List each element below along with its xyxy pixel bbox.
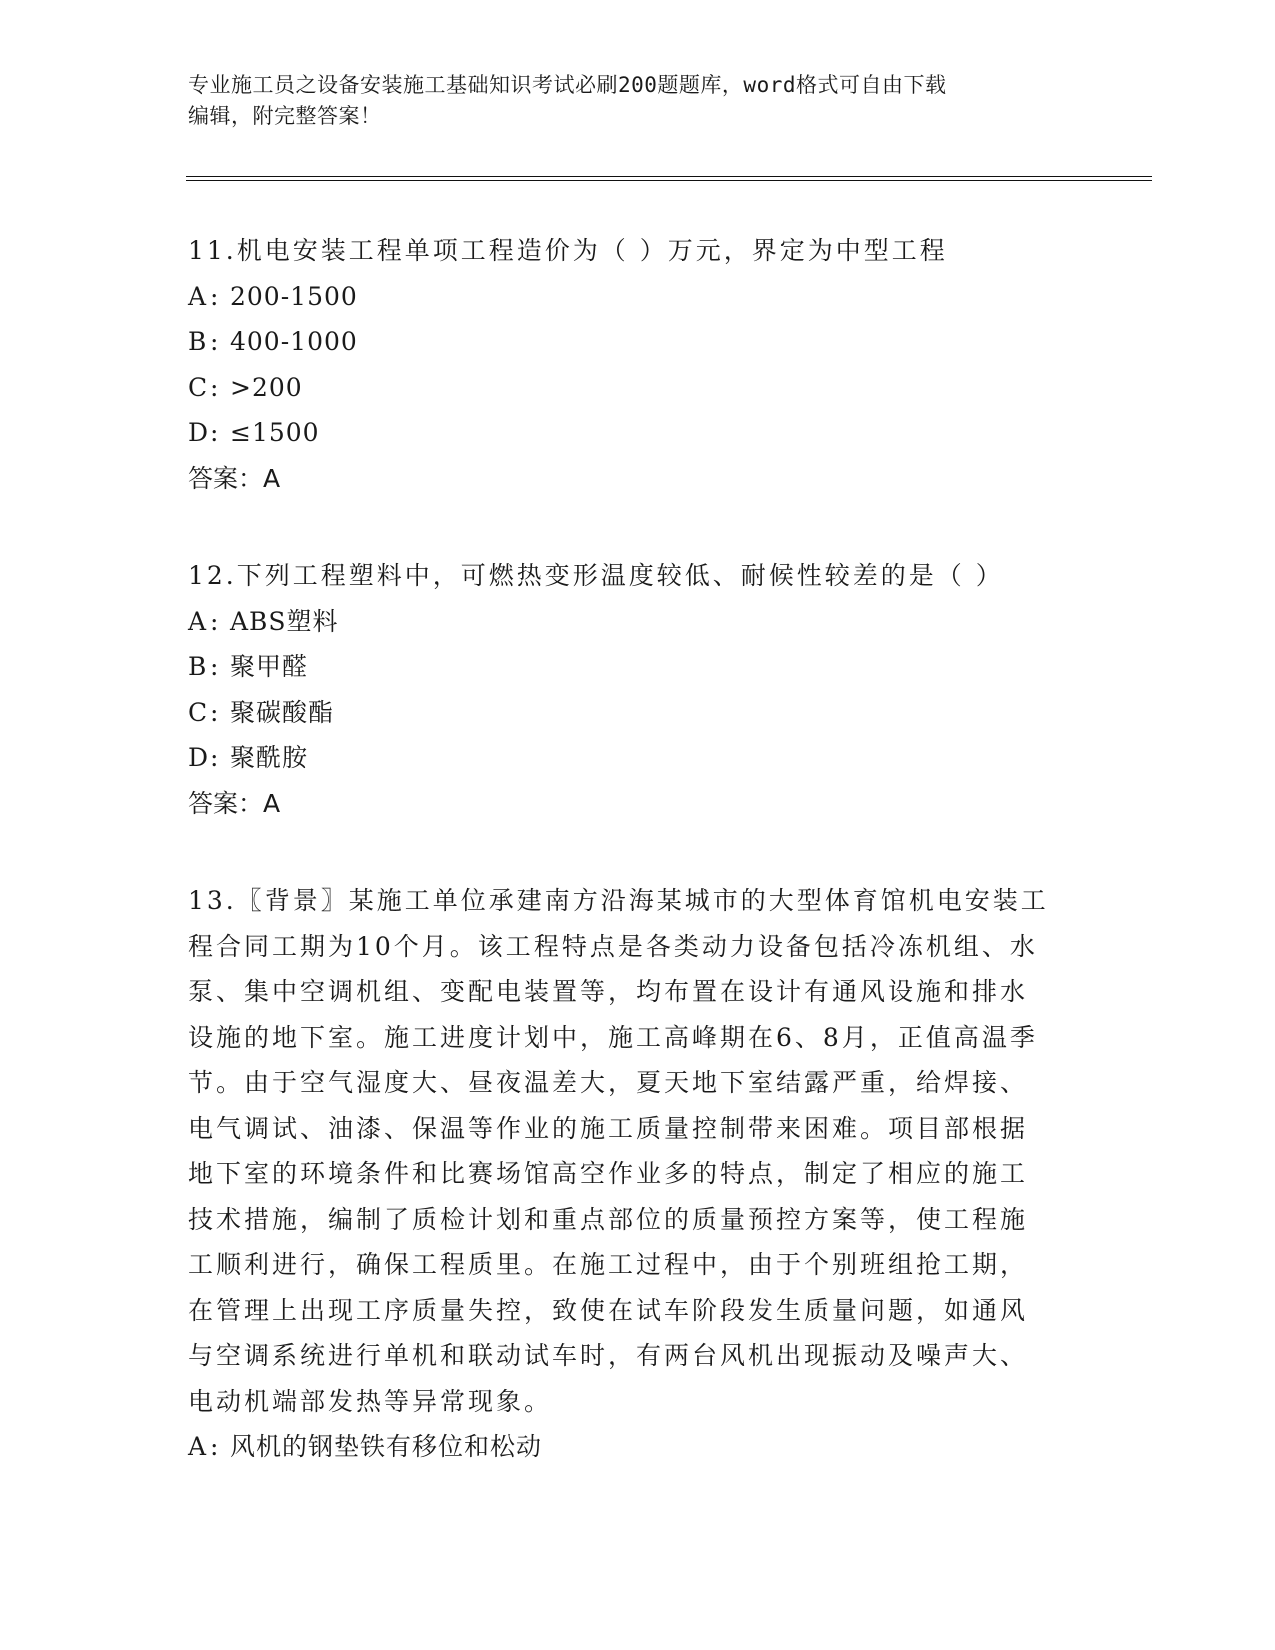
option-separator: : <box>210 281 220 311</box>
option-separator: : <box>210 327 220 356</box>
option-separator: : <box>210 743 220 772</box>
option-text: ABS塑料 <box>230 606 339 636</box>
header-title-line-2: 编辑，附完整答案！ <box>188 104 382 128</box>
option-letter: D <box>188 418 210 447</box>
option-letter: D <box>188 743 210 772</box>
option-separator: : <box>210 606 220 636</box>
option-d <box>188 410 1088 456</box>
question-stem-line: 在管理上出现工序质量失控，致使在试车阶段发生质量问题，如通风 <box>188 1295 1029 1325</box>
option-text: 风机的钢垫铁有移位和松动 <box>230 1432 543 1461</box>
header-title-line-1: 专业施工员之设备安装施工基础知识考试必刷200题题库，word格式可自由下载 <box>188 73 947 97</box>
question-13 <box>188 878 1088 1470</box>
question-stem-line: 电气调试、油漆、保温等作业的施工质量控制带来困难。项目部根据 <box>188 1113 1029 1143</box>
answer-line <box>188 456 1088 502</box>
option-a <box>188 599 1088 645</box>
option-text: 400-1000 <box>230 327 358 356</box>
option-text: ≤1500 <box>230 418 320 447</box>
option-text: 聚酰胺 <box>230 743 309 772</box>
option-text: 聚碳酸酯 <box>230 697 335 727</box>
option-separator: : <box>210 418 220 447</box>
question-12 <box>188 553 1088 826</box>
question-stem-line: 地下室的环境条件和比赛场馆高空作业多的特点，制定了相应的施工 <box>188 1159 1029 1188</box>
question-stem-line: 节。由于空气湿度大、昼夜温差大，夏天地下室结露严重，给焊接、 <box>188 1068 1029 1097</box>
option-separator: : <box>210 652 220 681</box>
question-11 <box>188 228 1088 501</box>
answer-value: A <box>263 788 281 818</box>
option-b <box>188 319 1088 365</box>
option-letter: A <box>188 281 208 311</box>
option-text: >200 <box>230 372 303 402</box>
option-letter: A <box>188 606 208 636</box>
option-text: 聚甲醛 <box>230 652 309 681</box>
document-header <box>188 70 1088 132</box>
question-stem-line: 工顺利进行，确保工程质里。在施工过程中，由于个别班组抢工期， <box>188 1250 1029 1279</box>
question-list <box>188 228 1088 1522</box>
option-d <box>188 735 1088 781</box>
option-separator: : <box>210 697 220 727</box>
question-stem-line: 泵、集中空调机组、变配电装置等，均布置在设计有通风设施和排水 <box>188 977 1029 1006</box>
option-letter: B <box>188 652 208 681</box>
option-b <box>188 644 1088 690</box>
option-c <box>188 365 1088 411</box>
option-letter: B <box>188 327 208 356</box>
question-stem: 12.下列工程塑料中，可燃热变形温度较低、耐候性较差的是（ ） <box>188 561 1004 590</box>
option-c <box>188 690 1088 736</box>
header-divider <box>186 176 1152 181</box>
option-separator: : <box>210 1432 220 1461</box>
option-letter: C <box>188 372 209 402</box>
question-stem-line: 设施的地下室。施工进度计划中，施工高峰期在6、8月，正值高温季 <box>188 1022 1038 1052</box>
answer-label: 答案： <box>188 463 264 493</box>
option-letter: C <box>188 697 209 727</box>
question-stem-line: 程合同工期为10个月。该工程特点是各类动力设备包括冷冻机组、水 <box>188 931 1038 961</box>
question-stem: 11.机电安装工程单项工程造价为（ ）万元，界定为中型工程 <box>188 236 948 265</box>
option-a <box>188 1424 1088 1470</box>
answer-value: A <box>263 463 281 493</box>
option-a <box>188 274 1088 320</box>
option-letter: A <box>188 1432 208 1461</box>
answer-label: 答案： <box>188 788 264 818</box>
answer-line <box>188 781 1088 827</box>
question-stem-line: 13.〖背景〗某施工单位承建南方沿海某城市的大型体育馆机电安装工 <box>188 886 1049 915</box>
option-text: 200-1500 <box>230 281 358 311</box>
question-stem-line: 与空调系统进行单机和联动试车时，有两台风机出现振动及噪声大、 <box>188 1341 1029 1370</box>
option-separator: : <box>210 372 220 402</box>
question-stem-line: 技术措施，编制了质检计划和重点部位的质量预控方案等，使工程施 <box>188 1204 1029 1234</box>
question-stem-line: 电动机端部发热等异常现象。 <box>188 1386 553 1416</box>
